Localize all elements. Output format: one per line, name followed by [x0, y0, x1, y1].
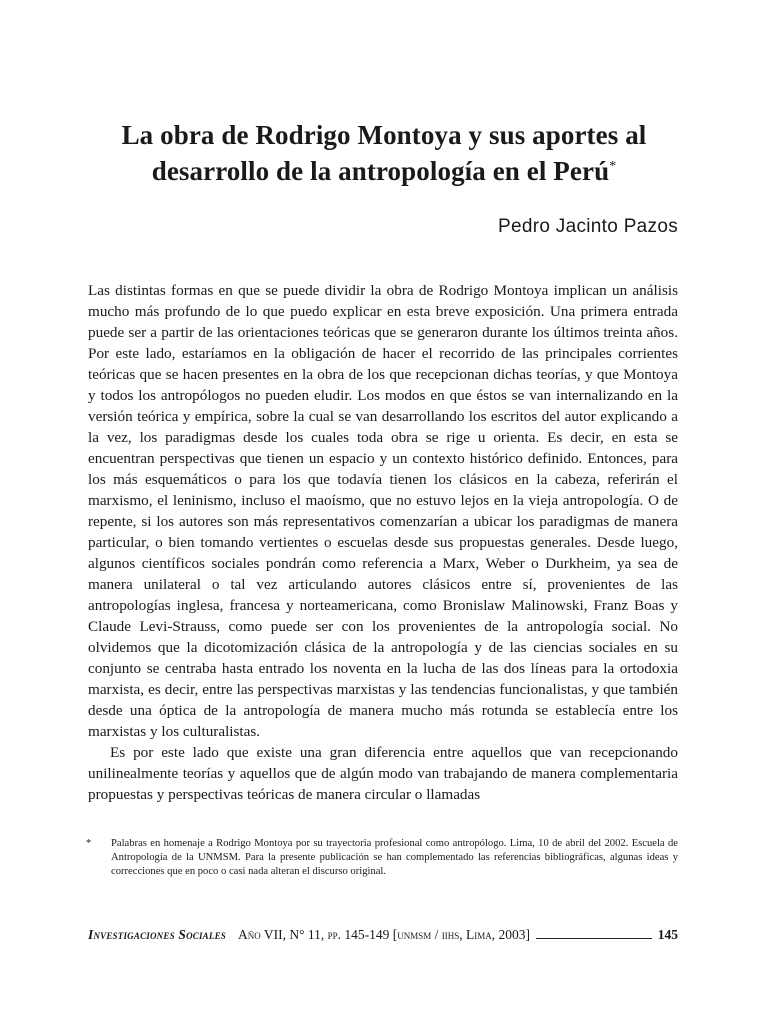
footnote [86, 837, 678, 879]
footnote-text: Palabras en homenaje a Rodrigo Montoya por su trayectoria profesional como antropólogo. Lima, 10 de abril del 2002. Escuela de Antropología de la UNMSM. Para la presente publicación se han complementado las referencias bibliográficas, algunas ideas y correcciones que en poco o casi nada alteran el discurso original. [111, 838, 678, 877]
title-footnote-mark: * [609, 159, 617, 174]
journal-name: Investigaciones Sociales [88, 927, 226, 942]
title-line-2 [60, 153, 708, 189]
page-number: 145 [657, 927, 678, 942]
footer-rule [536, 938, 652, 939]
author-name: Pedro Jacinto Pazos [498, 216, 678, 237]
footnote-mark: * [86, 838, 92, 849]
title-line-1: La obra de Rodrigo Montoya y sus aportes al [121, 120, 647, 150]
body-paragraph-1: Las distintas formas en que se puede dividir la obra de Rodrigo Montoya implican un análisis mucho más profundo de lo que puedo explicar en esta breve exposición. Una primera entrada puede ser a partir de las orientaciones teóricas que se generaron durante los últimos treinta años. Por este lado, estaríamos en la obligación de hacer el recorrido de las principales corrientes teóricas que se hacen presentes en la obra de los que recepcionan dichas teorías, y que Montoya y todos los antropólogos no pueden eludir. Los modos en que éstos se van internalizando en la versión teórica y empírica, sobre la cual se van desarrollando los escritos del autor explicando a la vez, los paradigmas desde los cuales toda obra se rige u orienta. Es decir, en esta se encuentran perspectivas que tienen un espacio y un contexto histórico definido. Entonces, para los más esquemáticos o para los que todavía tienen los clásicos en la cabeza, referirán el marxismo, el leninismo, incluso el maoísmo, que no estuvo lejos en la vieja antropología. O de repente, si los autores son más representativos comenzarían a ubicar los paradigmas de manera particular, o bien tomando vertientes o escuelas desde sus propuestas generales. Desde luego, algunos científicos sociales pondrán como referencia a Marx, Weber o Durkheim, ya sea de manera unilateral o tal vez articulando autores clásicos entre sí, provenientes de las antropologías inglesa, francesa y norteamericana, como Bronislaw Malinowski, Franz Boas y Claude Levi-Strauss, como puede ser con los provenientes de la antropología social. No olvidemos que la dicotomización clásica de la antropología y de las ciencias sociales en su conjunto se centraba hasta entrado los noventa en la lucha de las dos líneas para la ortodoxia marxista, es decir, entre las perspectivas marxistas y las tendencias funcionalistas, y que también desde una óptica de la antropología de manera mucho más rotunda se establecía entre los marxistas y los culturalistas. [88, 282, 678, 740]
body-paragraph-2: Es por este lado que existe una gran diferencia entre aquellos que van recepcionando unilinealmente teorías y aquellos que de algún modo van trabajando de manera complementaria propuestas y perspectivas teóricas de manera circular o llamadas [88, 744, 678, 803]
article-title [60, 117, 708, 189]
issue-info: Año VII, N° 11, pp. 145-149 [unmsm / iihs, Lima, 2003] [237, 927, 531, 942]
article-body [88, 280, 678, 805]
page-footer [88, 927, 678, 943]
title-line-2-text: desarrollo de la antropología en el Perú [151, 156, 610, 186]
